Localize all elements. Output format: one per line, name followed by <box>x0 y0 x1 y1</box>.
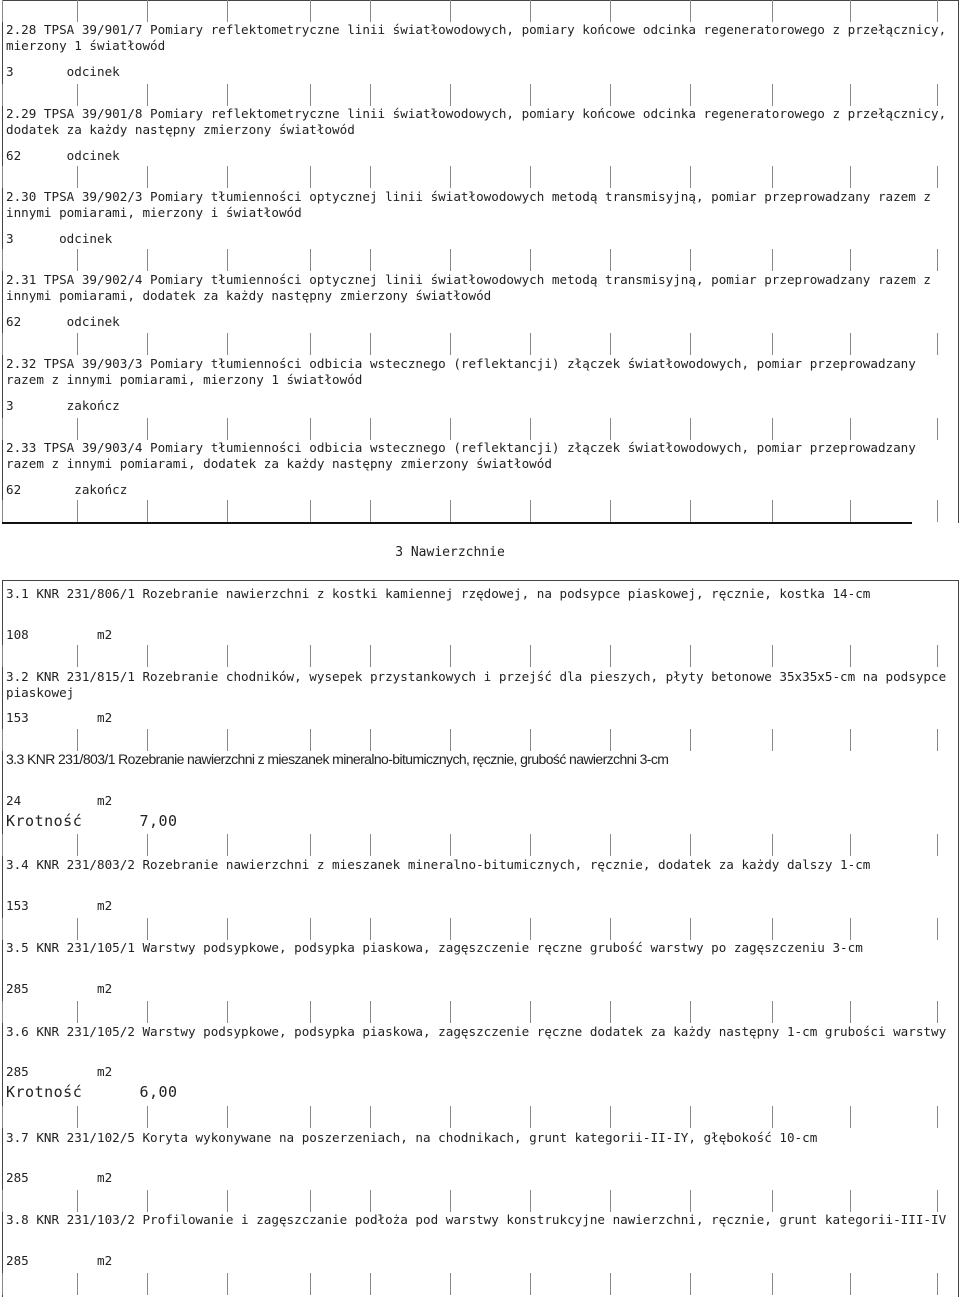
column-tick <box>610 249 611 271</box>
column-ticks <box>2 333 957 355</box>
item-quantity: 62 zakończ <box>6 482 128 497</box>
list-item: 3.1 KNR 231/806/1 Rozebranie nawierzchni z kostki kamiennej rzędowej, na podsypce piaskowej, ręcznie, kostka 14-cm <box>6 586 871 601</box>
column-tick <box>147 500 148 522</box>
column-tick <box>690 166 691 188</box>
column-tick <box>310 1106 311 1128</box>
list-item: 2.33 TPSA 39/903/4 Pomiary tłumienności odbicia wstecznego (reflektancji) złączek światłowodowych, pomiar przeprowadzany razem z innymi pomiarami, dodatek za każdy następny zmierzony światłowód <box>6 440 916 471</box>
column-tick <box>370 500 371 522</box>
column-tick <box>310 918 311 940</box>
column-tick <box>2 166 3 188</box>
column-tick <box>310 500 311 522</box>
column-tick <box>450 1001 451 1023</box>
column-tick <box>690 84 691 106</box>
column-tick <box>450 1106 451 1128</box>
column-tick <box>227 834 228 856</box>
column-tick <box>772 166 773 188</box>
column-tick <box>610 1001 611 1023</box>
list-item: 3.6 KNR 231/105/2 Warstwy podsypkowe, podsypka piaskowa, zagęszczenie ręczne dodatek za każdy następny 1-cm grubości warstwy <box>6 1024 947 1039</box>
column-tick <box>2 84 3 106</box>
column-tick <box>370 166 371 188</box>
list-item: 3.2 KNR 231/815/1 Rozebranie chodników, wysepek przystankowych i przejść dla pieszych, płyty betonowe 35x35x5-cm na podsypce piaskowej <box>6 669 947 700</box>
column-ticks <box>2 500 957 522</box>
column-tick <box>937 1273 938 1295</box>
list-item: 3.5 KNR 231/105/1 Warstwy podsypkowe, podsypka piaskowa, zagęszczenie ręczne grubość warstwy po zagęszczeniu 3-cm <box>6 940 863 955</box>
column-tick <box>937 0 938 22</box>
column-tick <box>2 834 3 856</box>
column-tick <box>690 918 691 940</box>
column-tick <box>2 333 3 355</box>
column-tick <box>227 333 228 355</box>
column-tick <box>530 249 531 271</box>
column-tick <box>690 729 691 751</box>
column-tick <box>610 0 611 22</box>
list-item: 2.30 TPSA 39/902/3 Pomiary tłumienności optycznej linii światłowodowych metodą transmisyjną, pomiar przeprowadzany razem z innymi pomiarami, mierzony i światłowód <box>6 189 932 220</box>
column-tick <box>937 729 938 751</box>
column-tick <box>2 0 3 22</box>
column-ticks <box>2 249 957 271</box>
column-tick <box>310 333 311 355</box>
column-tick <box>227 645 228 667</box>
column-tick <box>772 834 773 856</box>
column-tick <box>610 84 611 106</box>
column-tick <box>227 84 228 106</box>
list-item: 2.31 TPSA 39/902/4 Pomiary tłumienności optycznej linii światłowodowych metodą transmisyjną, pomiar przeprowadzany razem z innymi pomiarami, dodatek za każdy następny zmierzony światłowód <box>6 272 932 303</box>
column-tick <box>772 500 773 522</box>
column-tick <box>77 645 78 667</box>
column-tick <box>690 249 691 271</box>
column-ticks <box>2 166 957 188</box>
column-tick <box>77 729 78 751</box>
column-tick <box>690 1190 691 1212</box>
column-tick <box>530 918 531 940</box>
column-tick <box>937 918 938 940</box>
column-tick <box>227 166 228 188</box>
column-tick <box>310 1273 311 1295</box>
item-quantity: 3 zakończ <box>6 398 120 413</box>
item-quantity: 62 odcinek <box>6 148 120 163</box>
column-tick <box>690 1001 691 1023</box>
item-quantity: 153 m2 <box>6 710 113 725</box>
column-tick <box>850 500 851 522</box>
multiplier-line: Krotność 6,00 <box>6 1083 178 1101</box>
column-tick <box>450 645 451 667</box>
column-tick <box>530 84 531 106</box>
column-tick <box>850 249 851 271</box>
column-tick <box>690 0 691 22</box>
column-tick <box>370 1273 371 1295</box>
column-tick <box>772 1190 773 1212</box>
column-tick <box>310 418 311 440</box>
column-tick <box>937 645 938 667</box>
column-tick <box>450 500 451 522</box>
column-tick <box>310 834 311 856</box>
column-tick <box>450 834 451 856</box>
column-tick <box>2 645 3 667</box>
column-tick <box>772 0 773 22</box>
column-tick <box>370 0 371 22</box>
column-tick <box>530 834 531 856</box>
column-tick <box>530 500 531 522</box>
column-tick <box>227 1273 228 1295</box>
column-tick <box>147 1106 148 1128</box>
column-tick <box>310 249 311 271</box>
column-tick <box>850 1190 851 1212</box>
column-tick <box>610 500 611 522</box>
column-tick <box>530 0 531 22</box>
column-tick <box>147 1190 148 1212</box>
column-tick <box>2 500 3 522</box>
column-tick <box>370 333 371 355</box>
column-tick <box>690 333 691 355</box>
column-tick <box>227 729 228 751</box>
column-tick <box>310 1190 311 1212</box>
column-tick <box>850 918 851 940</box>
column-tick <box>772 249 773 271</box>
column-tick <box>850 333 851 355</box>
column-ticks <box>2 1273 957 1295</box>
column-tick <box>530 645 531 667</box>
column-tick <box>850 1001 851 1023</box>
column-tick <box>370 645 371 667</box>
column-tick <box>227 0 228 22</box>
column-tick <box>2 418 3 440</box>
column-tick <box>370 729 371 751</box>
column-tick <box>370 249 371 271</box>
multiplier-line: Krotność 7,00 <box>6 812 178 830</box>
column-tick <box>227 418 228 440</box>
column-tick <box>77 0 78 22</box>
column-ticks <box>2 918 957 940</box>
list-item: 3.3 KNR 231/803/1 Rozebranie nawierzchni z mieszanek mineralno-bitumicznych, ręcznie, grubość nawierzchni 3-cm <box>6 751 669 767</box>
column-tick <box>937 834 938 856</box>
column-tick <box>530 729 531 751</box>
column-tick <box>610 166 611 188</box>
column-tick <box>850 834 851 856</box>
column-tick <box>772 918 773 940</box>
column-tick <box>147 834 148 856</box>
column-tick <box>2 1106 3 1128</box>
column-tick <box>937 418 938 440</box>
column-tick <box>227 500 228 522</box>
column-tick <box>77 918 78 940</box>
column-tick <box>2 249 3 271</box>
column-tick <box>772 418 773 440</box>
item-quantity: 285 m2 <box>6 981 113 996</box>
column-ticks <box>2 418 957 440</box>
item-quantity: 108 m2 <box>6 627 113 642</box>
column-tick <box>530 1106 531 1128</box>
column-tick <box>77 1106 78 1128</box>
column-tick <box>450 1273 451 1295</box>
column-tick <box>850 729 851 751</box>
column-ticks <box>2 729 957 751</box>
column-ticks <box>2 834 957 856</box>
item-quantity: 153 m2 <box>6 898 113 913</box>
column-tick <box>450 1190 451 1212</box>
column-tick <box>370 834 371 856</box>
column-tick <box>530 1001 531 1023</box>
column-tick <box>610 1273 611 1295</box>
column-tick <box>450 918 451 940</box>
column-tick <box>850 1273 851 1295</box>
column-tick <box>610 729 611 751</box>
list-item: 2.29 TPSA 39/901/8 Pomiary reflektometryczne linii światłowodowych, pomiary końcowe odcinka regeneratorowego z przełącznicy, dodatek za każdy następny zmierzony światłowód <box>6 106 947 137</box>
column-tick <box>147 645 148 667</box>
column-tick <box>450 166 451 188</box>
column-tick <box>147 0 148 22</box>
column-tick <box>530 1273 531 1295</box>
column-ticks <box>2 84 957 106</box>
column-tick <box>937 1001 938 1023</box>
column-tick <box>530 1190 531 1212</box>
column-ticks <box>2 1106 957 1128</box>
column-tick <box>772 333 773 355</box>
column-tick <box>937 166 938 188</box>
column-tick <box>310 166 311 188</box>
column-tick <box>610 418 611 440</box>
column-tick <box>772 729 773 751</box>
column-tick <box>227 918 228 940</box>
item-quantity: 3 odcinek <box>6 64 120 79</box>
item-quantity: 285 m2 <box>6 1253 113 1268</box>
column-tick <box>147 918 148 940</box>
column-tick <box>610 333 611 355</box>
column-tick <box>2 1273 3 1295</box>
list-item: 2.28 TPSA 39/901/7 Pomiary reflektometryczne linii światłowodowych, pomiary końcowe odcinka regeneratorowego z przełącznicy, mierzony 1 światłowód <box>6 22 947 53</box>
column-tick <box>937 249 938 271</box>
list-item: 3.4 KNR 231/803/2 Rozebranie nawierzchni z mieszanek mineralno-bitumicznych, ręcznie, dodatek za każdy dalszy 1-cm <box>6 857 871 872</box>
column-ticks <box>2 645 957 667</box>
column-tick <box>450 84 451 106</box>
column-tick <box>77 333 78 355</box>
column-tick <box>227 1190 228 1212</box>
column-tick <box>147 418 148 440</box>
column-tick <box>147 1273 148 1295</box>
column-tick <box>370 1190 371 1212</box>
column-tick <box>77 500 78 522</box>
column-tick <box>147 1001 148 1023</box>
column-tick <box>147 249 148 271</box>
column-tick <box>450 0 451 22</box>
column-tick <box>147 166 148 188</box>
section2-bottom-rule <box>2 522 912 524</box>
column-tick <box>77 249 78 271</box>
column-tick <box>77 834 78 856</box>
column-tick <box>850 84 851 106</box>
column-tick <box>147 84 148 106</box>
column-tick <box>77 1273 78 1295</box>
column-tick <box>690 1106 691 1128</box>
column-tick <box>370 1001 371 1023</box>
column-tick <box>610 645 611 667</box>
column-tick <box>370 418 371 440</box>
column-tick <box>450 418 451 440</box>
item-quantity: 285 m2 <box>6 1064 113 1079</box>
column-tick <box>147 729 148 751</box>
section-heading: 3 Nawierzchnie <box>395 545 505 560</box>
column-tick <box>690 500 691 522</box>
column-tick <box>690 834 691 856</box>
column-tick <box>937 1190 938 1212</box>
column-tick <box>530 166 531 188</box>
column-tick <box>2 1001 3 1023</box>
column-tick <box>772 1106 773 1128</box>
column-tick <box>850 166 851 188</box>
column-tick <box>370 918 371 940</box>
column-tick <box>370 1106 371 1128</box>
list-item: 3.8 KNR 231/103/2 Profilowanie i zagęszczanie podłoża pod warstwy konstrukcyjne nawierzchni, ręcznie, grunt kategorii-III-IV <box>6 1212 947 1227</box>
column-ticks <box>2 1190 957 1212</box>
column-tick <box>772 1001 773 1023</box>
column-ticks <box>2 0 957 22</box>
column-tick <box>310 645 311 667</box>
column-tick <box>772 645 773 667</box>
column-tick <box>310 84 311 106</box>
column-tick <box>77 1001 78 1023</box>
column-tick <box>450 729 451 751</box>
column-tick <box>227 1106 228 1128</box>
column-tick <box>310 729 311 751</box>
column-tick <box>772 84 773 106</box>
column-tick <box>937 84 938 106</box>
column-tick <box>310 0 311 22</box>
item-quantity: 24 m2 <box>6 793 113 808</box>
column-tick <box>610 834 611 856</box>
column-tick <box>610 1190 611 1212</box>
column-tick <box>690 418 691 440</box>
column-tick <box>772 1273 773 1295</box>
column-tick <box>227 1001 228 1023</box>
column-tick <box>370 84 371 106</box>
column-tick <box>227 249 228 271</box>
column-tick <box>850 418 851 440</box>
column-tick <box>937 333 938 355</box>
column-tick <box>850 0 851 22</box>
column-tick <box>937 1106 938 1128</box>
item-quantity: 3 odcinek <box>6 231 113 246</box>
column-tick <box>77 1190 78 1212</box>
column-tick <box>850 1106 851 1128</box>
column-tick <box>2 1190 3 1212</box>
item-quantity: 62 odcinek <box>6 314 120 329</box>
item-quantity: 285 m2 <box>6 1170 113 1185</box>
list-item: 2.32 TPSA 39/903/3 Pomiary tłumienności odbicia wstecznego (reflektancji) złączek światłowodowych, pomiar przeprowadzany razem z innymi pomiarami, mierzony 1 światłowód <box>6 356 916 387</box>
column-tick <box>77 166 78 188</box>
column-tick <box>690 645 691 667</box>
column-tick <box>450 249 451 271</box>
column-tick <box>937 500 938 522</box>
column-tick <box>850 645 851 667</box>
column-tick <box>2 729 3 751</box>
column-tick <box>610 1106 611 1128</box>
column-tick <box>450 333 451 355</box>
column-tick <box>77 418 78 440</box>
column-ticks <box>2 1001 957 1023</box>
column-tick <box>530 333 531 355</box>
column-tick <box>530 418 531 440</box>
column-tick <box>147 333 148 355</box>
column-tick <box>310 1001 311 1023</box>
column-tick <box>610 918 611 940</box>
column-tick <box>77 84 78 106</box>
list-item: 3.7 KNR 231/102/5 Koryta wykonywane na poszerzeniach, na chodnikach, grunt kategorii-II-IY, głębokość 10-cm <box>6 1130 818 1145</box>
column-tick <box>2 918 3 940</box>
column-tick <box>690 1273 691 1295</box>
